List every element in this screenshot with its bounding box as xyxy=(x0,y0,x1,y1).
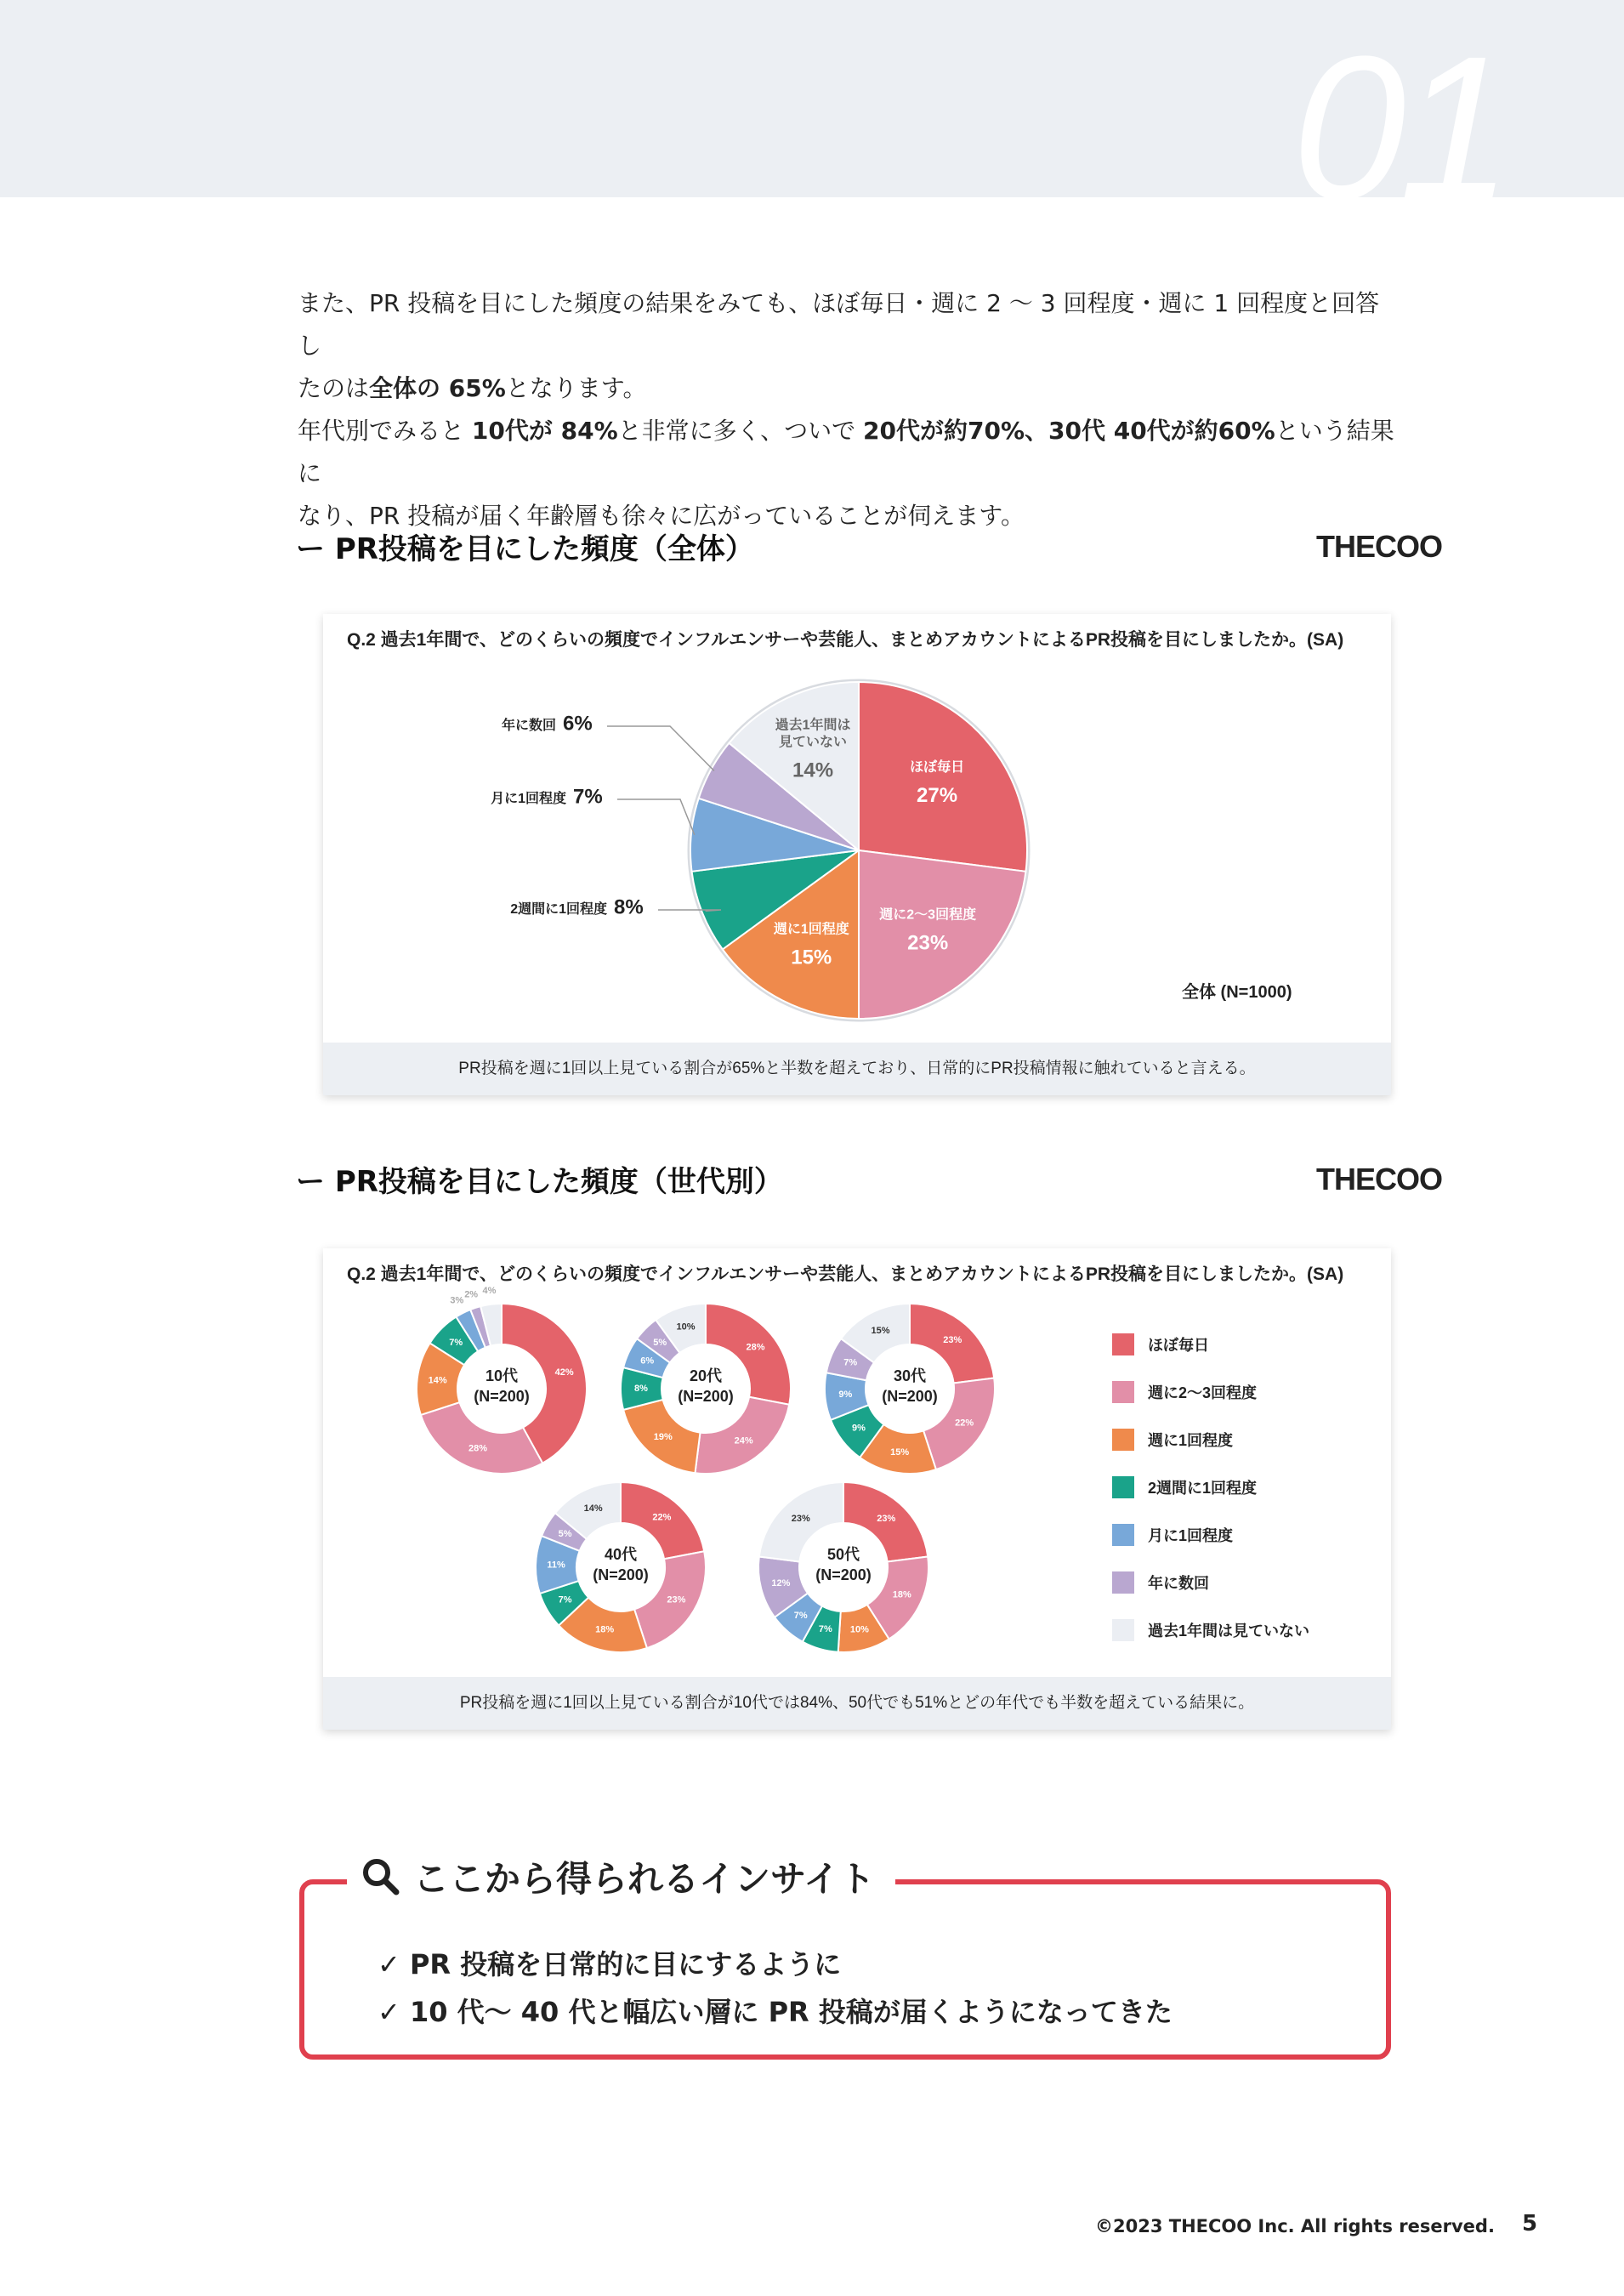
slice-category-label: 見ていない xyxy=(779,735,848,750)
donut-value-label: 8% xyxy=(634,1383,648,1394)
thecoo-logo: THECOO xyxy=(1316,1162,1443,1196)
slice-category-label: 2週間に1回程度 xyxy=(510,902,607,918)
donut-value-label: 4% xyxy=(482,1285,497,1296)
copyright: ©2023 THECOO Inc. All rights reserved. xyxy=(1095,2216,1495,2236)
donut-value-label: 10% xyxy=(849,1624,869,1635)
donut-value-label: 6% xyxy=(640,1355,655,1367)
donut-value-label: 23% xyxy=(877,1513,896,1524)
legend-label: 週に2〜3回程度 xyxy=(1148,1384,1258,1401)
legend-label: 2週間に1回程度 xyxy=(1148,1480,1258,1497)
donut-value-label: 14% xyxy=(583,1503,603,1515)
donut-value-label: 24% xyxy=(734,1435,753,1446)
page-number: 5 xyxy=(1522,2211,1538,2236)
legend-swatch xyxy=(1112,1429,1134,1451)
donut-center-label: (N=200) xyxy=(678,1387,734,1405)
slice-value-label: 7% xyxy=(573,785,603,809)
insight-header xyxy=(347,1850,895,1903)
legend-item xyxy=(1112,1333,1209,1355)
callout-line xyxy=(617,799,695,835)
donut-value-label: 11% xyxy=(547,1560,565,1571)
intro-text-span: 年代別でみると xyxy=(298,417,465,445)
intro-text-span: という結果に xyxy=(298,417,1394,487)
chart-card-generation xyxy=(323,1248,1391,1730)
donut-value-label: 9% xyxy=(851,1423,866,1434)
legend-item xyxy=(1112,1571,1209,1594)
donut-value-label: 22% xyxy=(955,1418,974,1429)
legend-swatch xyxy=(1112,1571,1134,1594)
donut-value-label: 23% xyxy=(791,1513,810,1524)
slice-category-label: 月に1回程度 xyxy=(491,792,566,807)
intro-line-4: なり、PR 投稿が届く年齢層も徐々に広がっていることが伺えます。 xyxy=(298,502,1025,530)
slice-value-label: 27% xyxy=(917,784,958,808)
donut-center-label: (N=200) xyxy=(815,1566,872,1583)
intro-text-span: たのは xyxy=(298,374,370,402)
legend-swatch xyxy=(1112,1524,1134,1546)
question-text: Q.2 過去1年間で、どのくらいの頻度でインフルエンサーや芸能人、まとめアカウントによるPR投稿を目にしましたか。(SA) xyxy=(347,630,1344,650)
legend-item xyxy=(1112,1429,1233,1451)
legend-item xyxy=(1112,1619,1309,1641)
donut-value-label: 7% xyxy=(449,1338,463,1349)
legend-swatch xyxy=(1112,1476,1134,1498)
donut-center-label: 20代 xyxy=(689,1367,723,1384)
legend-swatch xyxy=(1112,1333,1134,1355)
slice-value-label: 23% xyxy=(907,931,949,955)
intro-line-2 xyxy=(298,367,1403,410)
search-icon xyxy=(361,1856,401,1897)
donut-value-label: 23% xyxy=(667,1594,686,1605)
donut-center-label: 50代 xyxy=(826,1545,860,1563)
chapter-number: 01 xyxy=(1292,14,1506,242)
sample-size-label: 全体 (N=1000) xyxy=(1182,983,1292,1002)
slice-value-label: 6% xyxy=(563,712,593,736)
legend-label: ほぼ毎日 xyxy=(1148,1337,1209,1354)
legend-label: 月に1回程度 xyxy=(1148,1527,1234,1544)
donut-value-label: 2% xyxy=(464,1289,479,1300)
donut-value-label: 22% xyxy=(652,1512,672,1523)
legend-label: 過去1年間は見ていない xyxy=(1148,1623,1310,1640)
donut-value-label: 7% xyxy=(793,1610,808,1621)
donut-value-label: 7% xyxy=(843,1357,858,1368)
slice-value-label: 14% xyxy=(792,759,834,782)
donut-value-label: 3% xyxy=(450,1295,464,1306)
donut-center-label: 40代 xyxy=(604,1545,638,1563)
donut-value-label: 18% xyxy=(892,1589,911,1600)
legend-label: 年に数回 xyxy=(1148,1575,1209,1592)
chart-card-overall xyxy=(323,614,1391,1095)
pie-slice-1 xyxy=(859,682,1027,872)
question-text: Q.2 過去1年間で、どのくらいの頻度でインフルエンサーや芸能人、まとめアカウントによるPR投稿を目にしましたか。(SA) xyxy=(347,1265,1344,1284)
intro-line-1: また、PR 投稿を目にした頻度の結果をみても、ほぼ毎日・週に 2 〜 3 回程度・週に 1 回程度と回答し xyxy=(298,289,1380,360)
donut-value-label: 12% xyxy=(771,1577,791,1588)
donut-center-label: (N=200) xyxy=(593,1566,649,1583)
donut-value-label: 19% xyxy=(653,1431,673,1442)
donut-center-label: (N=200) xyxy=(474,1387,530,1405)
donut-value-label: 42% xyxy=(554,1367,574,1378)
legend-item xyxy=(1112,1476,1257,1498)
slice-category-label: 年に数回 xyxy=(501,719,556,734)
donut-value-label: 18% xyxy=(595,1624,615,1635)
donut-value-label: 5% xyxy=(558,1529,572,1540)
callout-line xyxy=(658,910,721,911)
slice-value-label: 8% xyxy=(614,895,644,919)
insight-title: ここから得られるインサイト xyxy=(413,1858,876,1900)
slice-category-label: ほぼ毎日 xyxy=(910,760,965,776)
legend-swatch xyxy=(1112,1381,1134,1403)
donut-value-label: 5% xyxy=(653,1338,667,1349)
section-title-overall: ー PR投稿を目にした頻度（全体） xyxy=(296,532,754,566)
donut-value-label: 9% xyxy=(838,1390,853,1401)
insight-point-2: ✓ 10 代〜 40 代と幅広い層に PR 投稿が届くようになってきた xyxy=(378,1996,1173,2028)
donut-value-label: 7% xyxy=(558,1594,572,1605)
legend-item xyxy=(1112,1524,1233,1546)
intro-text xyxy=(298,282,1403,537)
donut-center-label: (N=200) xyxy=(882,1387,938,1405)
insight-point-1: ✓ PR 投稿を日常的に目にするように xyxy=(378,1948,842,1981)
donut-center-label: 10代 xyxy=(485,1367,519,1384)
legend-swatch xyxy=(1112,1619,1134,1641)
intro-text-span: となります。 xyxy=(505,374,647,402)
intro-highlight: 全体の 65% xyxy=(369,374,506,402)
donut-value-label: 10% xyxy=(676,1321,696,1333)
legend-label: 週に1回程度 xyxy=(1148,1432,1234,1449)
insight-box xyxy=(299,1858,1391,2060)
legend-item xyxy=(1112,1381,1257,1403)
donut-value-label: 28% xyxy=(468,1443,488,1454)
card-footer-note: PR投稿を週に1回以上見ている割合が65%と半数を超えており、日常的にPR投稿情報に触れていると言える。 xyxy=(323,1043,1391,1095)
donut-value-label: 14% xyxy=(428,1375,447,1386)
donut-value-label: 23% xyxy=(943,1334,962,1345)
slice-value-label: 15% xyxy=(791,946,832,969)
intro-text-span: と非常に多く、ついで xyxy=(617,417,856,445)
section-title-generation: ー PR投稿を目にした頻度（世代別） xyxy=(296,1165,783,1199)
card-footer-note: PR投稿を週に1回以上見ている割合が10代では84%、50代でも51%とどの年代でも半数を超えている結果に。 xyxy=(323,1677,1391,1730)
donut-value-label: 15% xyxy=(890,1446,910,1458)
callout-line xyxy=(607,726,714,771)
donut-value-label: 28% xyxy=(746,1342,765,1353)
slice-category-label: 週に1回程度 xyxy=(773,922,849,937)
donut-value-label: 7% xyxy=(818,1623,832,1634)
intro-highlight: 20代が約70%、30代 40代が約60% xyxy=(863,417,1275,445)
intro-line-3 xyxy=(298,410,1403,495)
slice-category-label: 週に2〜3回程度 xyxy=(879,907,977,923)
donut-center-label: 30代 xyxy=(893,1367,927,1384)
donut-charts-generation xyxy=(323,1248,1391,1677)
thecoo-logo: THECOO xyxy=(1316,529,1443,564)
donut-value-label: 15% xyxy=(871,1326,890,1337)
donut-slice xyxy=(421,1402,542,1474)
slice-category-label: 過去1年間は xyxy=(775,718,851,733)
intro-highlight: 10代が 84% xyxy=(471,417,618,445)
insight-body xyxy=(378,1941,1173,2036)
